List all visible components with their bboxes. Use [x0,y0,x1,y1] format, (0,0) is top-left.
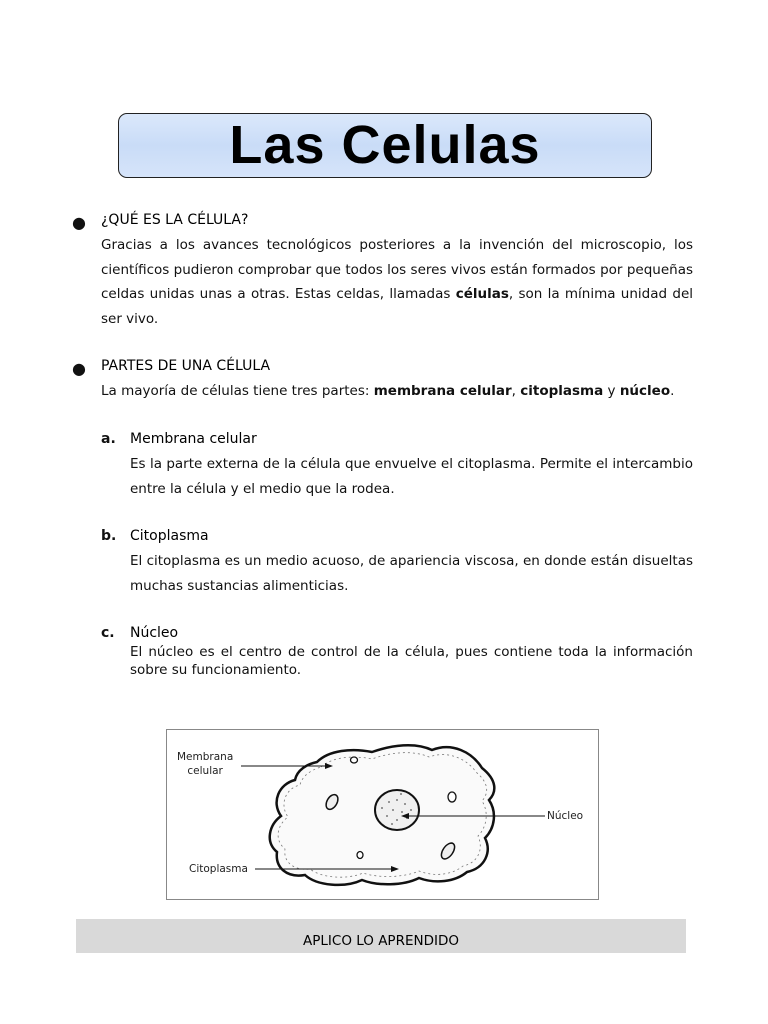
aplico-lo-aprendido-banner [76,919,686,953]
section-intro-partes [101,379,701,404]
intro-text: La mayoría de células tiene tres partes: [101,383,374,399]
label-nucleo: Núcleo [547,810,584,822]
bullet-icon: ● [72,359,86,378]
section-heading-partes: PARTES DE UNA CÉLULA [101,358,271,374]
label-citoplasma: Citoplasma [189,863,248,875]
separator-text: y [603,383,620,399]
paragraph-text: Gracias a los avances tecnológicos posteriores a la invención del microscopio, los científicos pudieron comprobar que todos los seres vivos están formados por pequeñas celdas unidas unas a otras. Estas celdas, llamadas [101,237,693,302]
label-membrana-line2: celular [187,765,223,777]
label-membrana-celular [177,750,233,778]
footer-title: APLICO LO APRENDIDO [303,933,459,949]
page-title: Las Celulas [229,115,541,175]
part-a-letter: a. [101,431,116,447]
paragraph-text: , son la mínima unidad del ser vivo. [101,286,693,327]
bullet-icon: ● [72,213,86,232]
part-a-title: Membrana celular [130,431,257,447]
section-heading-que-es: ¿QUÉ ES LA CÉLULA? [101,212,249,228]
title-banner [118,113,652,178]
separator-text: . [670,383,675,399]
part-b-letter: b. [101,528,117,544]
part-a-text: Es la parte externa de la célula que envuelve el citoplasma. Permite el intercambio entre la célula y el medio que la rodea. [130,456,693,497]
label-membrana-line1: Membrana [177,751,234,763]
bold-term: membrana celular [373,383,512,399]
part-b-text: El citoplasma es un medio acuoso, de apariencia viscosa, en donde están disueltas muchas sustancias alimenticias. [130,553,693,594]
part-c-title: Núcleo [130,625,179,641]
part-b-title: Citoplasma [130,528,209,544]
cell-diagram [166,729,599,900]
bold-term: núcleo [619,383,671,399]
bold-term: citoplasma [520,383,604,399]
part-c-text: El núcleo es el centro de control de la célula, pues contiene toda la información sobre su funcionamiento. [130,644,693,678]
section-paragraph-que-es [101,233,693,331]
part-c-letter: c. [101,625,115,641]
separator-text: , [511,383,521,399]
nucleus-shape [375,790,419,830]
bold-term: células [455,286,509,302]
